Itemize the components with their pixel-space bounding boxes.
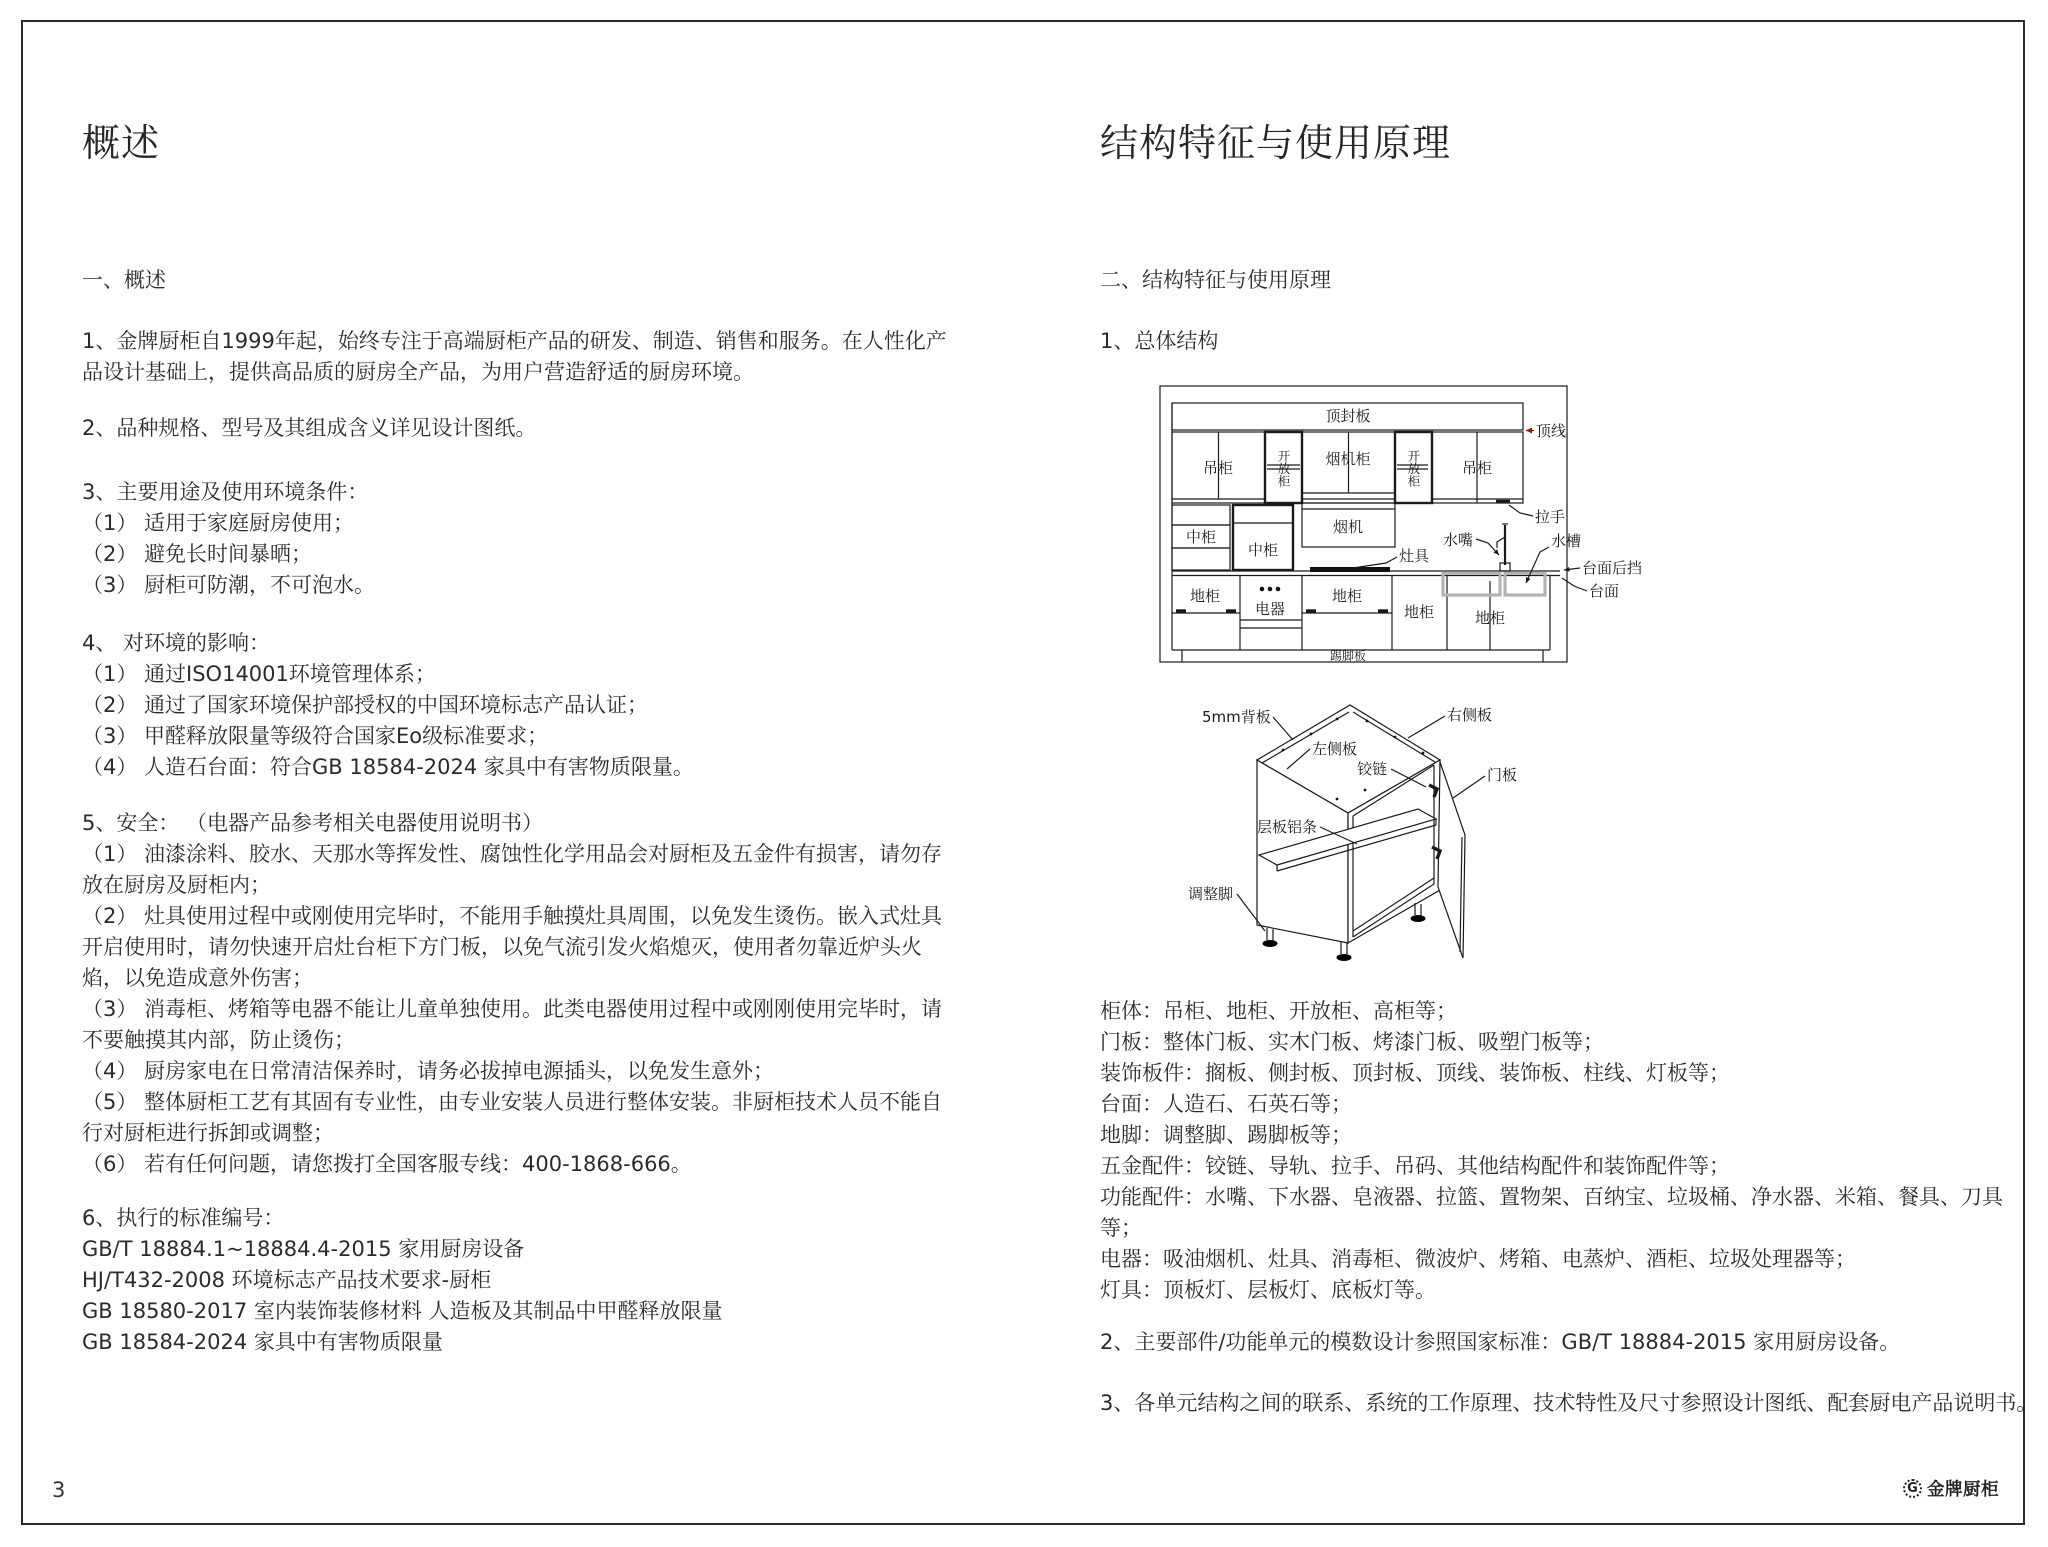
standard-line: HJ/T432-2008 环境标志产品技术要求-厨柜 xyxy=(82,1268,492,1292)
section-4-item: （3） 甲醛释放限量等级符合国家Eo级标准要求； xyxy=(82,724,549,748)
component-line: 台面：人造石、石英石等； xyxy=(1100,1092,1352,1116)
component-line: 功能配件：水嘴、下水器、皂液器、拉篮、置物架、百纳宝、垃圾桶、净水器、米箱、餐具、刀具等； xyxy=(1100,1185,2003,1240)
label-kickboard: 踢脚板 xyxy=(1329,649,1367,663)
paragraph-overview-1: 1、金牌厨柜自1999年起，始终专注于高端厨柜产品的研发、制造、销售和服务。在人性化产品设计基础上，提供高品质的厨房全产品，为用户营造舒适的厨房环境。 xyxy=(82,329,947,384)
section-4-item: （4） 人造石台面：符合GB 18584-2024 家具中有害物质限量。 xyxy=(82,755,694,779)
label-back-panel: 5mm背板 xyxy=(1202,708,1271,726)
left-page-title: 概述 xyxy=(82,121,161,165)
standard-line: GB/T 18884.1~18884.4-2015 家用厨房设备 xyxy=(82,1237,525,1261)
component-line: 五金配件：铰链、导轨、拉手、吊码、其他结构配件和装饰配件等； xyxy=(1100,1154,1730,1178)
section-5-item: （5） 整体厨柜工艺有其固有专业性，由专业安装人员进行整体安装。非厨柜技术人员不能自行对厨柜进行拆卸或调整； xyxy=(82,1090,943,1145)
label-left-panel: 左侧板 xyxy=(1312,740,1358,758)
label-wall-cabinet-right: 吊柜 xyxy=(1461,459,1493,477)
component-line: 柜体：吊柜、地柜、开放柜、高柜等； xyxy=(1100,999,1457,1023)
page-number: 3 xyxy=(52,1478,66,1502)
section-5-item: （2） 灶具使用过程中或刚使用完毕时，不能用手触摸灶具周围，以免发生烫伤。嵌入式灶具开启使用时，请勿快速开启灶台柜下方门板，以免气流引发火焰熄灭，使用者勿靠近炉头火焰，以免造成意外伤害； xyxy=(82,904,943,990)
label-handle: 拉手 xyxy=(1535,508,1566,526)
section-5-heading: 5、安全： （电器产品参考相关电器使用说明书） xyxy=(82,811,544,835)
label-base-cabinet-3: 地柜 xyxy=(1403,603,1435,621)
section-5-item: （6） 若有任何问题，请您拨打全国客服专线：400-1868-666。 xyxy=(82,1152,692,1176)
section-6-heading: 6、执行的标准编号： xyxy=(82,1206,285,1230)
sink-bowls xyxy=(1443,573,1545,595)
standard-line: GB 18580-2017 室内装饰装修材料 人造板及其制品中甲醛释放限量 xyxy=(82,1299,723,1323)
leveler-foot xyxy=(1263,940,1278,947)
cooktop-shape xyxy=(1310,567,1390,572)
label-right-panel: 右侧板 xyxy=(1447,706,1493,724)
label-leveler: 调整脚 xyxy=(1188,885,1234,903)
label-base-cabinet-4: 地柜 xyxy=(1474,609,1506,627)
paragraph-overview-2: 2、品种规格、型号及其组成含义详见设计图纸。 xyxy=(82,416,537,440)
label-sink: 水槽 xyxy=(1551,532,1582,550)
faucet-shape xyxy=(1497,524,1510,571)
base-cabinet-3d-diagram xyxy=(1185,695,1635,975)
leveler-foot xyxy=(1337,954,1352,961)
left-section-heading: 一、概述 xyxy=(82,268,166,292)
label-cooktop: 灶具 xyxy=(1399,547,1430,565)
right-page-title: 结构特征与使用原理 xyxy=(1100,121,1452,165)
standard-line: GB 18584-2024 家具中有害物质限量 xyxy=(82,1330,443,1354)
label-mid-cabinet-left: 中柜 xyxy=(1185,528,1217,546)
section-5-item: （4） 厨房家电在日常清洁保养时，请务必拔掉电源插头，以免发生意外； xyxy=(82,1059,775,1083)
section-4-heading: 4、 对环境的影响： xyxy=(82,631,271,655)
label-open-cabinet-left: 开放柜 xyxy=(1276,449,1291,487)
label-base-cabinet-1: 地柜 xyxy=(1189,587,1221,605)
paragraph-structure-2: 2、主要部件/功能单元的模数设计参照国家标准：GB/T 18884-2015 家用厨房设备。 xyxy=(1100,1330,1901,1354)
label-appliance: 电器 xyxy=(1254,600,1286,618)
label-wall-cabinet-left: 吊柜 xyxy=(1202,459,1234,477)
label-hood: 烟机 xyxy=(1332,518,1364,536)
component-line: 装饰板件：搁板、侧封板、顶封板、顶线、装饰板、柱线、灯板等； xyxy=(1100,1061,1730,1085)
kitchen-elevation-diagram xyxy=(1158,385,1650,670)
right-column xyxy=(1100,265,2038,1419)
label-door: 门板 xyxy=(1487,766,1518,784)
label-backsplash: 台面后挡 xyxy=(1582,559,1643,577)
brand-g-icon: G xyxy=(1903,1479,1922,1498)
section-3-item: （3） 厨柜可防潮，不可泡水。 xyxy=(82,573,376,597)
appliance-knob-dots xyxy=(1260,587,1281,592)
component-line: 灯具：顶板灯、层板灯、底板灯等。 xyxy=(1100,1278,1436,1302)
label-hood-cabinet: 烟机柜 xyxy=(1325,450,1371,468)
label-open-cabinet-right: 开放柜 xyxy=(1406,449,1421,487)
label-crown-line: 顶线 xyxy=(1536,422,1567,440)
right-sub-heading: 1、总体结构 xyxy=(1100,329,1219,353)
section-5-item: （1） 油漆涂料、胶水、天那水等挥发性、腐蚀性化学用品会对厨柜及五金件有损害，请勿存放在厨房及厨柜内； xyxy=(82,842,943,897)
left-column xyxy=(82,265,954,1358)
label-faucet: 水嘴 xyxy=(1443,531,1474,549)
paragraph-structure-3: 3、各单元结构之间的联系、系统的工作原理、技术特性及尺寸参照设计图纸、配套厨电产品说明书。 xyxy=(1100,1391,2038,1415)
right-section-heading: 二、结构特征与使用原理 xyxy=(1100,268,1331,292)
label-top-board: 顶封板 xyxy=(1325,407,1371,425)
label-mid-cabinet-right: 中柜 xyxy=(1247,541,1279,559)
component-line: 电器：吸油烟机、灶具、消毒柜、微波炉、烤箱、电蒸炉、酒柜、垃圾处理器等； xyxy=(1100,1247,1856,1271)
component-line: 地脚：调整脚、踢脚板等； xyxy=(1100,1123,1352,1147)
label-hinge: 铰链 xyxy=(1357,760,1388,778)
brand-name: 金牌厨柜 xyxy=(1927,1480,1999,1500)
section-3-heading: 3、主要用途及使用环境条件： xyxy=(82,480,369,504)
section-5-item: （3） 消毒柜、烤箱等电器不能让儿童单独使用。此类电器使用过程中或刚刚使用完毕时，请不要触摸其内部，防止烫伤； xyxy=(82,997,943,1052)
label-shelf-strip: 层板铝条 xyxy=(1257,818,1318,836)
label-countertop: 台面 xyxy=(1589,582,1620,600)
section-4-item: （2） 通过了国家环境保护部授权的中国环境标志产品认证； xyxy=(82,693,649,717)
label-base-cabinet-2: 地柜 xyxy=(1331,587,1363,605)
brand-logo xyxy=(1903,1476,1999,1501)
section-4-item: （1） 通过ISO14001环境管理体系； xyxy=(82,662,436,686)
section-3-item: （2） 避免长时间暴晒； xyxy=(82,542,313,566)
section-3-item: （1） 适用于家庭厨房使用； xyxy=(82,511,355,535)
component-line: 门板：整体门板、实木门板、烤漆门板、吸塑门板等； xyxy=(1100,1030,1604,1054)
leveler-foot xyxy=(1411,915,1426,922)
